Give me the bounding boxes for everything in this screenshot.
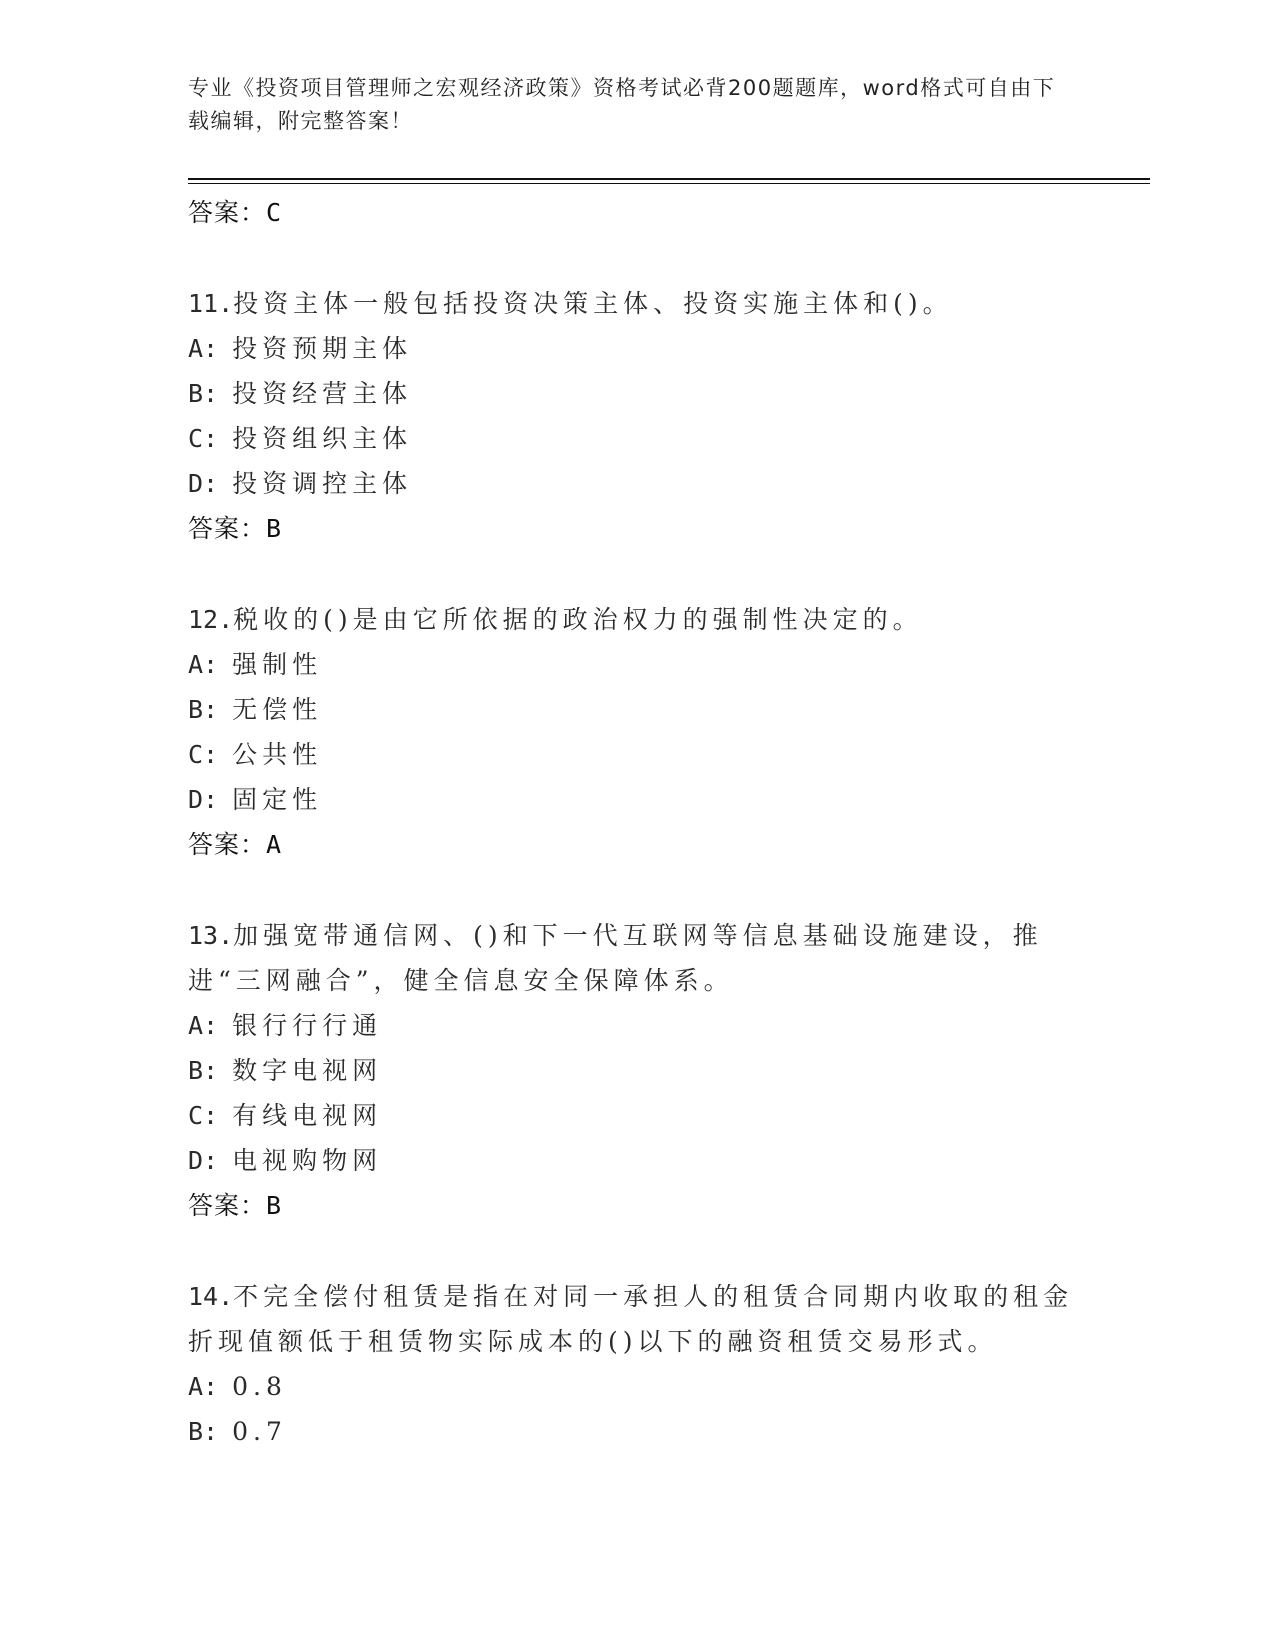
option-letter: A: bbox=[188, 334, 219, 363]
previous-answer bbox=[188, 190, 1088, 235]
option-a bbox=[188, 326, 1088, 371]
answer bbox=[188, 822, 1088, 867]
answer-value: C bbox=[266, 198, 283, 227]
option-text: 强制性 bbox=[232, 650, 323, 679]
question-text: 不完全偿付租赁是指在对同一承担人的租赁合同期内收取的租金折现值额低于租赁物实际成本的()以下的融资租赁交易形式。 bbox=[188, 1282, 1074, 1356]
option-a bbox=[188, 1364, 1088, 1409]
answer-value: B bbox=[266, 1191, 283, 1220]
header-rule-thick bbox=[188, 178, 1150, 180]
option-letter: B: bbox=[188, 379, 219, 408]
option-text: 电视购物网 bbox=[232, 1146, 383, 1175]
option-text: 公共性 bbox=[232, 740, 323, 769]
spacer bbox=[188, 235, 1088, 281]
option-a bbox=[188, 1003, 1088, 1048]
header-rule-thin bbox=[188, 183, 1150, 184]
answer bbox=[188, 506, 1088, 551]
answer-value: A bbox=[266, 830, 283, 859]
option-text: 无偿性 bbox=[232, 695, 323, 724]
option-letter: D: bbox=[188, 1146, 219, 1175]
answer-value: B bbox=[266, 514, 283, 543]
question-text: 加强宽带通信网、()和下一代互联网等信息基础设施建设，推进“三网融合”，健全信息安全保障体系。 bbox=[188, 921, 1043, 995]
spacer bbox=[188, 1228, 1088, 1274]
option-c bbox=[188, 1093, 1088, 1138]
option-c bbox=[188, 732, 1088, 777]
option-text: 固定性 bbox=[232, 785, 323, 814]
question-stem bbox=[188, 913, 1088, 1003]
answer-label: 答案： bbox=[188, 198, 267, 227]
option-text: 投资经营主体 bbox=[232, 379, 413, 408]
answer-label: 答案： bbox=[188, 830, 267, 859]
option-letter: B: bbox=[188, 1417, 219, 1446]
option-letter: A: bbox=[188, 1372, 219, 1401]
spacer bbox=[188, 867, 1088, 913]
option-letter: C: bbox=[188, 740, 219, 769]
option-b bbox=[188, 1409, 1088, 1454]
answer-label: 答案： bbox=[188, 1191, 267, 1220]
option-text: 0.8 bbox=[232, 1372, 287, 1401]
option-text: 0.7 bbox=[232, 1417, 287, 1446]
option-d bbox=[188, 777, 1088, 822]
option-text: 投资组织主体 bbox=[232, 424, 413, 453]
option-text: 投资调控主体 bbox=[232, 469, 413, 498]
question-number: 11. bbox=[188, 289, 234, 318]
option-text: 银行行行通 bbox=[232, 1011, 383, 1040]
option-b bbox=[188, 687, 1088, 732]
spacer bbox=[188, 551, 1088, 597]
answer bbox=[188, 1183, 1088, 1228]
option-b bbox=[188, 371, 1088, 416]
option-letter: C: bbox=[188, 1101, 219, 1130]
option-letter: D: bbox=[188, 785, 219, 814]
option-letter: D: bbox=[188, 469, 219, 498]
question-number: 12. bbox=[188, 605, 234, 634]
question-text: 税收的()是由它所依据的政治权力的强制性决定的。 bbox=[233, 605, 923, 634]
question-number: 13. bbox=[188, 921, 234, 950]
answer-label: 答案： bbox=[188, 514, 267, 543]
question-stem bbox=[188, 1274, 1088, 1364]
question-list bbox=[188, 190, 1088, 1454]
option-letter: C: bbox=[188, 424, 219, 453]
option-letter: A: bbox=[188, 650, 219, 679]
option-text: 有线电视网 bbox=[232, 1101, 383, 1130]
document-header: 专业《投资项目管理师之宏观经济政策》资格考试必背200题题库，word格式可自由下载编辑，附完整答案！ bbox=[188, 76, 1056, 133]
question-block-12 bbox=[188, 597, 1088, 867]
question-text: 投资主体一般包括投资决策主体、投资实施主体和()。 bbox=[233, 289, 953, 318]
question-block-11 bbox=[188, 281, 1088, 551]
option-letter: A: bbox=[188, 1011, 219, 1040]
option-d bbox=[188, 461, 1088, 506]
option-text: 数字电视网 bbox=[232, 1056, 383, 1085]
option-b bbox=[188, 1048, 1088, 1093]
question-block-14 bbox=[188, 1274, 1088, 1454]
option-letter: B: bbox=[188, 695, 219, 724]
option-text: 投资预期主体 bbox=[232, 334, 413, 363]
option-d bbox=[188, 1138, 1088, 1183]
option-letter: B: bbox=[188, 1056, 219, 1085]
question-stem bbox=[188, 597, 1088, 642]
question-number: 14. bbox=[188, 1282, 234, 1311]
option-a bbox=[188, 642, 1088, 687]
option-c bbox=[188, 416, 1088, 461]
question-stem bbox=[188, 281, 1088, 326]
question-block-13 bbox=[188, 913, 1088, 1228]
